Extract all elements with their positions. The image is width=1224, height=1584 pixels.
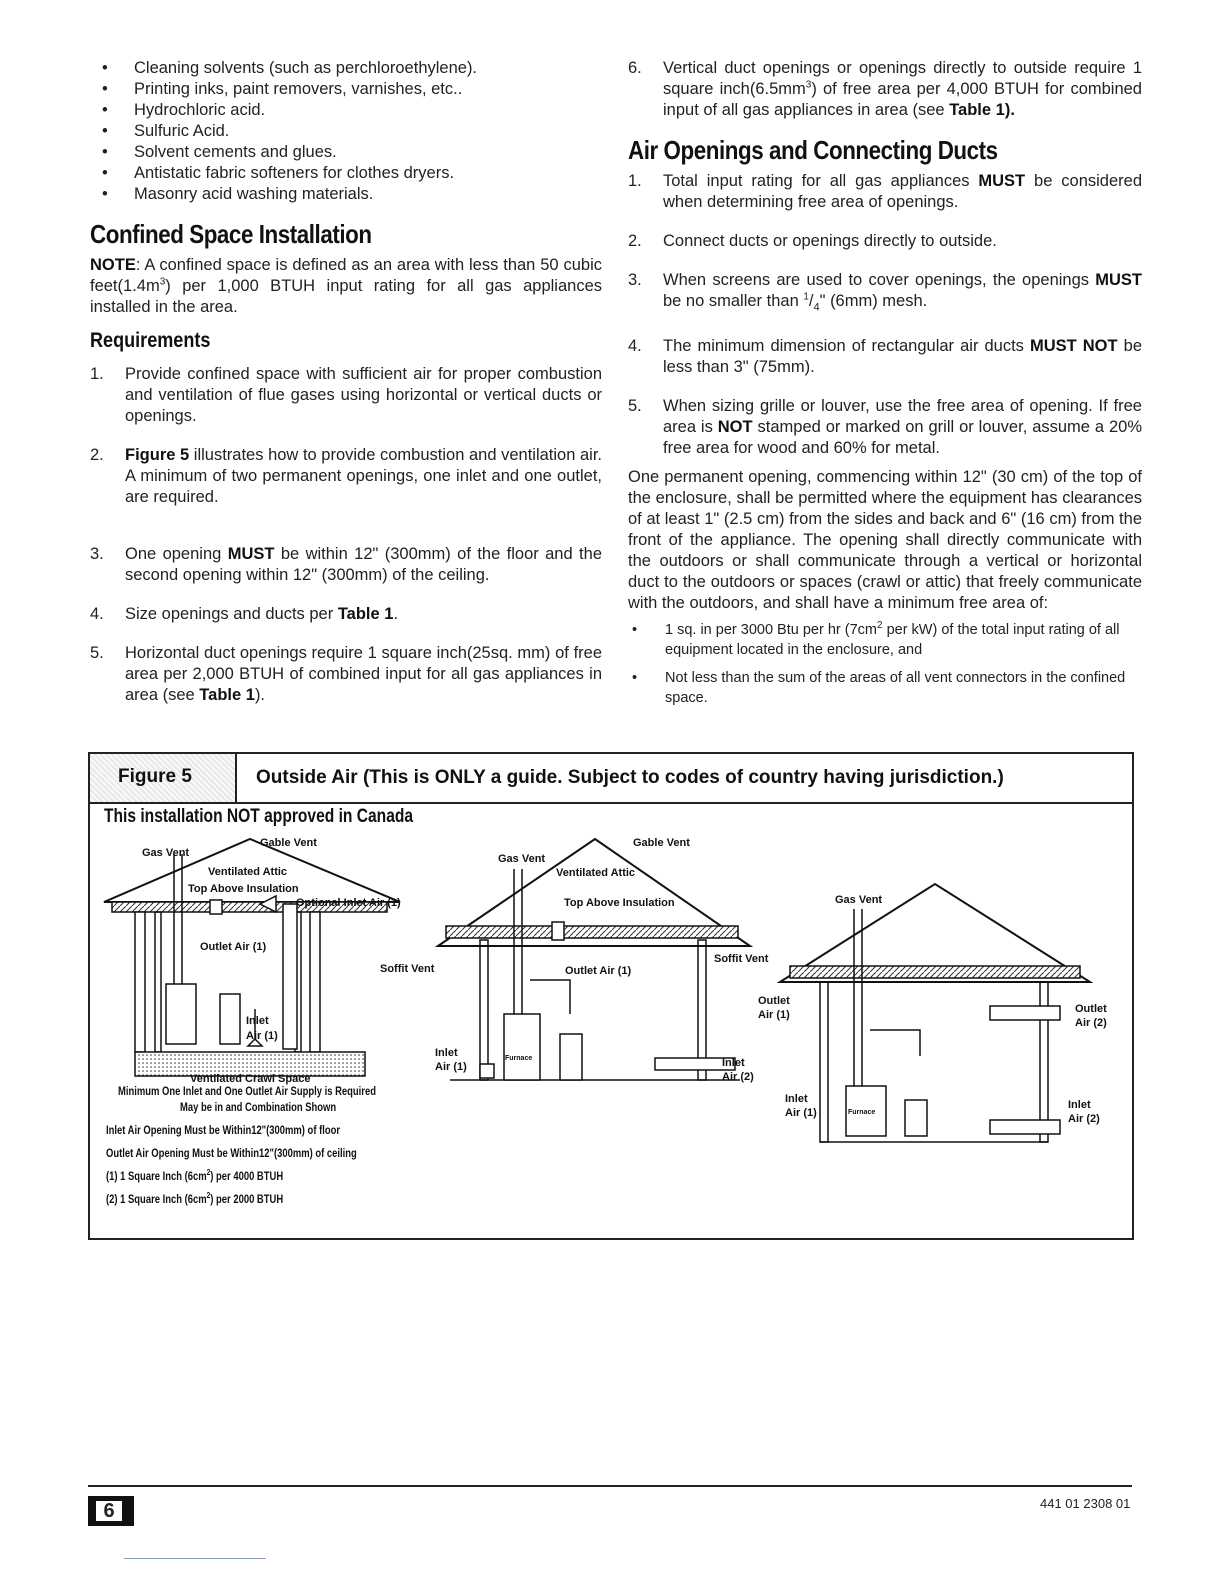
figure-header (90, 754, 1132, 802)
confined-note: NOTE: A confined space is defined as an area with less than 50 cubic $feet(1.4m^3)$ per 1,000 BTUH input rating for all gas appliances installed in the area. (90, 256, 602, 316)
list-item: 1. Provide confined space with sufficient air for proper combustion and ventilation of flue gases using horizontal or vertical ducts or openings. (90, 365, 602, 425)
label-air-3d: Air (2) (1068, 1113, 1100, 1125)
list-item: 6. Vertical duct openings or openings directly to outside require 1 square $inch(6.5mm^3)$ of free area per 4,000 BTUH for combined input of all gas appliances in area (see Table 1). (628, 59, 1142, 119)
chemical-list (90, 58, 602, 205)
left-column (90, 58, 602, 724)
list-item: 2. Figure 5 illustrates how to provide combustion and ventilation air. A minimum of two permanent openings, one inlet and one outlet, are required. (90, 446, 602, 506)
label-air-2: Air (1) (435, 1061, 467, 1073)
minimum-area-list (628, 620, 1142, 708)
label-outlet-air: Outlet Air (1) (200, 941, 267, 953)
label-soffit-vent: Soffit Vent (380, 963, 435, 975)
label-air-3a: Air (1) (758, 1009, 790, 1021)
requirements-list (90, 364, 602, 706)
list-item: • Solvent cements and glues. (102, 143, 337, 161)
list-item: 2. Connect ducts or openings directly to outside. (628, 232, 997, 250)
label-outlet-3a: Outlet (758, 995, 790, 1007)
figure-note: (2) 1 Square Inch $(6cm^2)$ per 2000 BTUH (106, 1191, 284, 1206)
list-item: 5. Horizontal duct openings require 1 square inch(25sq. mm) of free area per 2,000 BTUH of combined input for all gas appliances in area (see Table 1). (90, 644, 602, 704)
label-outlet-3b: Outlet (1075, 1003, 1107, 1015)
footer-rule (88, 1485, 1132, 1487)
label-gas-vent-2: Gas Vent (498, 853, 546, 865)
list-item: 1. Total input rating for all gas appliances MUST be considered when determining free area of openings. (628, 172, 1142, 211)
page-number: 6 (94, 1499, 124, 1523)
figure-note: Outlet Air Opening Must be Within12"(300mm) of ceiling (106, 1148, 357, 1160)
label-inlet-3a: Inlet (785, 1093, 808, 1105)
figure-tag: Figure 5 (90, 754, 237, 802)
link-underline (124, 1558, 266, 1559)
label-ventilated-attic: Ventilated Attic (208, 866, 288, 878)
label-outlet-air-2: Outlet Air (1) (565, 965, 632, 977)
right-column (628, 58, 1142, 716)
label-inlet-2b: Inlet (722, 1057, 745, 1069)
label-inlet-2: Inlet (435, 1047, 458, 1059)
label-furnace-2: Furnace (505, 1055, 533, 1062)
list-item: 5. When sizing grille or louver, use the free area of opening. If free area is NOT stamped or marked on grill or louver, assume a 20% free area for wood and 60% for metal. (628, 397, 1142, 458)
list-item: 3. One opening MUST be within 12" (300mm) of the floor and the second opening within 12" (300mm) of the ceiling. (90, 545, 602, 584)
figure-note: May be in and Combination Shown (180, 1102, 337, 1114)
label-ventilated-attic-2: Ventilated Attic (556, 867, 636, 879)
document-id: 441 01 2308 01 (1040, 1496, 1131, 1511)
figure-note: (1) 1 Square Inch $(6cm^2)$ per 4000 BTUH (106, 1168, 284, 1183)
label-top-above-insulation: Top Above Insulation (188, 883, 299, 895)
page-number-box (88, 1496, 134, 1526)
figure-title: Outside Air (This is ONLY a guide. Subject to codes of country having jurisdiction.) (256, 767, 1004, 788)
figure-5 (88, 752, 1134, 1240)
list-item: • Antistatic fabric softeners for clothes dryers. (102, 164, 455, 182)
label-soffit-vent-2: Soffit Vent (714, 953, 769, 965)
label-inlet-3b: Inlet (1068, 1099, 1091, 1111)
label-furnace-3: Furnace (848, 1109, 876, 1116)
list-item: 4. Size openings and ducts per Table 1. (90, 605, 399, 623)
requirements-heading: Requirements (90, 329, 211, 352)
label-air: Air (1) (246, 1030, 278, 1042)
list-item: • Masonry acid washing materials. (102, 185, 374, 203)
list-item: • Cleaning solvents (such as perchloroethylene). (102, 59, 478, 77)
label-top-above-insulation-2: Top Above Insulation (564, 897, 675, 909)
air-openings-heading: Air Openings and Connecting Ducts (628, 135, 998, 165)
label-gas-vent: Gas Vent (142, 847, 190, 859)
label-air-3c: Air (1) (785, 1107, 817, 1119)
label-gas-vent-3: Gas Vent (835, 894, 883, 906)
list-item: 3. When screens are used to cover openings, the openings MUST be no smaller than $^1/_4$" (6mm) mesh. (628, 271, 1142, 314)
label-air-2b: Air (2) (722, 1071, 754, 1083)
vertical-duct-item (628, 58, 1142, 121)
list-item: • Not less than the sum of the areas of all vent connectors in the confined space. (632, 670, 1126, 707)
permanent-opening-paragraph: One permanent opening, commencing within 12" (30 cm) of the top of the enclosure, shall be permitted where the equipment has clearances of at least 1" (2.5 cm) from the sides and back and 6" (16 cm) from the front of the appliance. The opening shall directly communicate with the outdoors or shall communicate through a vertical or horizontal duct to the outdoors or spaces (crawl or attic) that freely communicate with the outdoors, and shall have a minimum free area of: (628, 468, 1142, 613)
list-item: • Sulfuric Acid. (102, 122, 230, 140)
label-gable-vent-2: Gable Vent (633, 837, 690, 849)
list-item: • Printing inks, paint removers, varnishes, etc.. (102, 80, 463, 98)
label-gable-vent: Gable Vent (260, 837, 317, 849)
figure-note: Inlet Air Opening Must be Within12"(300mm) of floor (106, 1125, 341, 1137)
list-item: 4. The minimum dimension of rectangular air ducts MUST NOT be less than 3" (75mm). (628, 337, 1142, 377)
air-openings-list (628, 171, 1142, 459)
label-inlet: Inlet (246, 1015, 269, 1027)
label-crawl-space: Ventilated Crawl Space (190, 1073, 311, 1085)
list-item: • Hydrochloric acid. (102, 101, 266, 119)
figure-note: Minimum One Inlet and One Outlet Air Supply is Required (118, 1086, 376, 1098)
house-3-side-ducts (780, 884, 1090, 1142)
confined-space-heading: Confined Space Installation (90, 219, 372, 249)
canada-warning: This installation NOT approved in Canada (104, 806, 414, 827)
list-item: • 1 sq. in per 3000 Btu per hr ($7cm^2$ per kW) of the total input rating of all equipment located in the enclosure, and (632, 620, 1120, 659)
label-optional-inlet: Optional Inlet Air (1) (296, 897, 401, 909)
label-air-3b: Air (2) (1075, 1017, 1107, 1029)
